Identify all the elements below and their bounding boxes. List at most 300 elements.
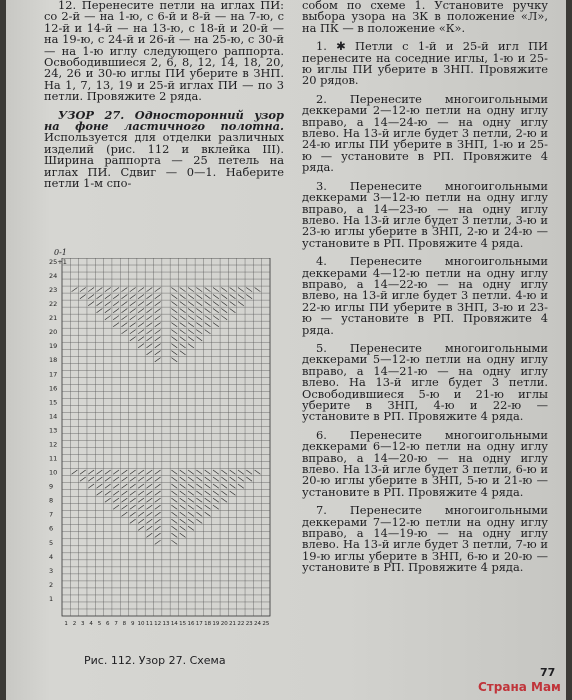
chart-transfer-mark bbox=[130, 316, 136, 320]
chart-transfer-mark bbox=[138, 505, 144, 509]
chart-transfer-mark bbox=[213, 477, 219, 481]
chart-transfer-mark bbox=[80, 287, 86, 291]
chart-transfer-mark bbox=[205, 323, 211, 327]
chart-transfer-mark bbox=[138, 309, 144, 313]
chart-transfer-mark bbox=[146, 505, 152, 509]
chart-transfer-mark bbox=[88, 287, 94, 291]
chart-row-label: 18 bbox=[49, 356, 58, 365]
chart-transfer-mark bbox=[196, 337, 202, 341]
chart-transfer-mark bbox=[188, 330, 194, 334]
chart-transfer-mark bbox=[155, 351, 161, 355]
chart-transfer-mark bbox=[196, 505, 202, 509]
chart-column-label: 13 bbox=[162, 621, 170, 627]
chart-transfer-mark bbox=[221, 484, 227, 488]
chart-column-label: 7 bbox=[114, 621, 118, 627]
chart-row-label: 12 bbox=[49, 440, 58, 449]
chart-transfer-mark bbox=[138, 316, 144, 320]
chart-transfer-mark bbox=[171, 484, 177, 488]
chart-transfer-mark bbox=[138, 484, 144, 488]
chart-transfer-mark bbox=[121, 484, 127, 488]
chart-transfer-mark bbox=[155, 477, 161, 481]
chart-column-label: 9 bbox=[130, 621, 135, 627]
chart-transfer-mark bbox=[138, 287, 144, 291]
chart-transfer-mark bbox=[155, 302, 161, 306]
chart-transfer-mark bbox=[130, 491, 136, 495]
chart-transfer-mark bbox=[121, 316, 127, 320]
chart-row-label: 6 bbox=[49, 524, 54, 533]
chart-transfer-mark bbox=[205, 505, 211, 509]
chart-transfer-mark bbox=[155, 309, 161, 313]
right-column bbox=[302, 0, 548, 574]
step-1: 1. ✱ Петли с 1-й и 25-й игл ПИ перенесите на соседние иглы, 1-ю и 25-ю иглы ПИ уберите в ЗНП. Провяжите 20 рядов. bbox=[302, 39, 548, 88]
chart-transfer-mark bbox=[97, 470, 103, 474]
chart-transfer-mark bbox=[138, 337, 144, 341]
chart-row-label: 3 bbox=[49, 566, 54, 575]
chart-row-label: 9 bbox=[49, 482, 54, 491]
chart-row-label: 1 bbox=[49, 594, 54, 603]
chart-transfer-mark bbox=[155, 358, 161, 362]
chart-transfer-mark bbox=[221, 491, 227, 495]
chart-row-label: 5 bbox=[49, 538, 54, 547]
chart-transfer-mark bbox=[121, 491, 127, 495]
chart-transfer-mark bbox=[146, 484, 152, 488]
chart-transfer-mark bbox=[138, 498, 144, 502]
chart-row-label: 23 bbox=[49, 286, 58, 295]
chart-transfer-mark bbox=[138, 323, 144, 327]
chart-transfer-mark bbox=[180, 533, 186, 537]
chart-column-label: 16 bbox=[187, 621, 195, 627]
chart-column-label: 11 bbox=[145, 621, 153, 627]
chart-transfer-mark bbox=[196, 519, 202, 523]
chart-transfer-mark bbox=[97, 287, 103, 291]
figure-scale-label: 0-1 bbox=[54, 248, 67, 257]
chart-border bbox=[62, 258, 270, 616]
chart-transfer-mark bbox=[130, 302, 136, 306]
chart-transfer-mark bbox=[230, 484, 236, 488]
chart-transfer-mark bbox=[113, 477, 119, 481]
chart-row-label: 14 bbox=[49, 412, 58, 421]
chart-transfer-mark bbox=[205, 498, 211, 502]
chart-transfer-mark bbox=[155, 470, 161, 474]
chart-transfer-mark bbox=[88, 302, 94, 306]
chart-transfer-mark bbox=[188, 309, 194, 313]
chart-transfer-mark bbox=[180, 323, 186, 327]
chart-transfer-mark bbox=[205, 302, 211, 306]
chart-transfer-mark bbox=[146, 470, 152, 474]
chart-transfer-mark bbox=[188, 477, 194, 481]
chart-transfer-mark bbox=[205, 316, 211, 320]
chart-transfer-mark bbox=[113, 323, 119, 327]
chart-transfer-mark bbox=[205, 295, 211, 299]
chart-transfer-mark bbox=[155, 540, 161, 544]
chart-transfer-mark bbox=[196, 477, 202, 481]
chart-transfer-mark bbox=[155, 498, 161, 502]
chart-column-label: 23 bbox=[245, 621, 253, 627]
chart-transfer-mark bbox=[155, 330, 161, 334]
chart-transfer-mark bbox=[180, 505, 186, 509]
chart-transfer-mark bbox=[121, 505, 127, 509]
chart-transfer-mark bbox=[180, 477, 186, 481]
chart-transfer-mark bbox=[80, 295, 86, 299]
chart-transfer-mark bbox=[113, 491, 119, 495]
chart-transfer-mark bbox=[171, 533, 177, 537]
chart-transfer-mark bbox=[205, 484, 211, 488]
chart-transfer-mark bbox=[155, 316, 161, 320]
chart-transfer-mark bbox=[180, 316, 186, 320]
chart-row-label: 10 bbox=[49, 468, 58, 477]
chart-transfer-mark bbox=[155, 344, 161, 348]
pattern-27-text: Используется для отделки различных изделий (рис. 112 и вклейка III). Ширина раппорта — 25 петель на иглах ПИ. Сдвиг — 0—1. Наберите петли 1-м спо- bbox=[44, 130, 284, 191]
chart-transfer-mark bbox=[146, 295, 152, 299]
chart-transfer-mark bbox=[213, 491, 219, 495]
chart-transfer-mark bbox=[130, 505, 136, 509]
chart-transfer-mark bbox=[246, 470, 252, 474]
chart-transfer-mark bbox=[238, 477, 244, 481]
chart-transfer-mark bbox=[146, 323, 152, 327]
chart-transfer-mark bbox=[138, 491, 144, 495]
chart-transfer-mark bbox=[171, 344, 177, 348]
figure-caption: Рис. 112. Узор 27. Схема bbox=[84, 654, 226, 667]
chart-transfer-mark bbox=[246, 287, 252, 291]
chart-row-label: 11 bbox=[49, 454, 58, 463]
chart-transfer-mark bbox=[180, 470, 186, 474]
chart-transfer-mark bbox=[196, 287, 202, 291]
chart-transfer-mark bbox=[121, 512, 127, 516]
chart-transfer-mark bbox=[130, 337, 136, 341]
chart-transfer-mark bbox=[213, 295, 219, 299]
chart-transfer-mark bbox=[146, 302, 152, 306]
chart-transfer-mark bbox=[230, 491, 236, 495]
chart-transfer-mark bbox=[238, 295, 244, 299]
chart-transfer-mark bbox=[196, 484, 202, 488]
chart-transfer-mark bbox=[88, 470, 94, 474]
chart-transfer-mark bbox=[72, 287, 78, 291]
chart-transfer-mark bbox=[105, 302, 111, 306]
chart-transfer-mark bbox=[146, 351, 152, 355]
chart-transfer-mark bbox=[188, 316, 194, 320]
chart-transfer-mark bbox=[180, 484, 186, 488]
chart-transfer-mark bbox=[121, 470, 127, 474]
chart-column-label: 15 bbox=[179, 621, 187, 627]
chart-transfer-mark bbox=[221, 309, 227, 313]
page-number: 77 bbox=[540, 666, 556, 679]
chart-transfer-mark bbox=[155, 484, 161, 488]
chart-transfer-mark bbox=[171, 337, 177, 341]
chart-transfer-mark bbox=[113, 505, 119, 509]
chart-column-label: 24 bbox=[254, 621, 262, 627]
chart-transfer-mark bbox=[138, 526, 144, 530]
chart-column-label: 12 bbox=[154, 621, 162, 627]
chart-column-label: 22 bbox=[237, 621, 245, 627]
chart-transfer-mark bbox=[230, 470, 236, 474]
chart-transfer-mark bbox=[146, 309, 152, 313]
chart-transfer-mark bbox=[196, 470, 202, 474]
chart-transfer-mark bbox=[188, 323, 194, 327]
chart-transfer-mark bbox=[138, 302, 144, 306]
chart-column-label: 4 bbox=[89, 621, 93, 627]
chart-transfer-mark bbox=[171, 491, 177, 495]
chart-transfer-mark bbox=[146, 498, 152, 502]
chart-transfer-mark bbox=[155, 337, 161, 341]
chart-transfer-mark bbox=[213, 302, 219, 306]
chart-transfer-mark bbox=[246, 295, 252, 299]
chart-transfer-mark bbox=[188, 519, 194, 523]
chart-transfer-mark bbox=[171, 519, 177, 523]
chart-transfer-mark bbox=[188, 526, 194, 530]
chart-transfer-mark bbox=[171, 512, 177, 516]
chart-transfer-mark bbox=[188, 287, 194, 291]
chart-transfer-mark bbox=[97, 309, 103, 313]
chart-transfer-mark bbox=[171, 309, 177, 313]
step-7: 7. Перенесите многоигольными деккерами 7—12-ю петли на одну иглу вправо, а 14—19-ю — на одну иглу влево. На 13-й игле будет 3 петли, 7-ю и 19-ю иглы уберите в ЗНП, 6-ю и 20-ю — установите в РП. Провяжите 4 ряда. bbox=[302, 503, 548, 575]
chart-transfer-mark bbox=[138, 295, 144, 299]
chart-transfer-mark bbox=[255, 470, 261, 474]
chart-transfer-mark bbox=[130, 470, 136, 474]
chart-transfer-mark bbox=[155, 295, 161, 299]
chart-transfer-mark bbox=[205, 330, 211, 334]
chart-row-label: 19 bbox=[49, 342, 58, 351]
chart-transfer-mark bbox=[230, 309, 236, 313]
chart-transfer-mark bbox=[146, 337, 152, 341]
left-column bbox=[44, 0, 284, 190]
chart-transfer-mark bbox=[130, 330, 136, 334]
chart-row-label: 13 bbox=[49, 426, 58, 435]
chart-transfer-mark bbox=[188, 295, 194, 299]
chart-transfer-mark bbox=[138, 477, 144, 481]
step-5: 5. Перенесите многоигольными деккерами 5—12-ю петли на одну иглу вправо, а 14—21-ю — на одну иглу влево. На 13-й игле будет 3 петли. Освободившиеся 5-ю и 21-ю иглы уберите в ЗНП, 4-ю и 22-ю — установите в РП. Провяжите 4 ряда. bbox=[302, 340, 548, 424]
chart-transfer-mark bbox=[230, 302, 236, 306]
paragraph-12: 12. Перенесите петли на иглах ПИ: со 2-й — на 1-ю, с 6-й и 8-й — на 7-ю, с 12-й и 14-й — на 13-ю, с 18-й и 20-й — на 19-ю, с 24-й и 26-й — на 25-ю, с 30-й — на 1-ю иглу следующего раппорта. Освободившиеся 2, 6, 8, 12, 14, 18, 20, 24, 26 и 30-ю иглы ПИ уберите в ЗНП. На 1, 7, 13, 19 и 25-й иглах ПИ — по 3 петли. Провяжите 2 ряда. bbox=[44, 0, 284, 104]
chart-transfer-mark bbox=[205, 491, 211, 495]
chart-transfer-mark bbox=[146, 316, 152, 320]
chart-transfer-mark bbox=[113, 309, 119, 313]
chart-transfer-mark bbox=[180, 330, 186, 334]
chart-transfer-mark bbox=[180, 519, 186, 523]
chart-transfer-mark bbox=[196, 309, 202, 313]
chart-transfer-mark bbox=[188, 302, 194, 306]
chart-transfer-mark bbox=[213, 323, 219, 327]
chart-transfer-mark bbox=[88, 295, 94, 299]
chart-transfer-mark bbox=[230, 477, 236, 481]
chart-transfer-mark bbox=[121, 323, 127, 327]
chart-transfer-mark bbox=[138, 512, 144, 516]
chart-transfer-mark bbox=[205, 477, 211, 481]
chart-transfer-mark bbox=[105, 287, 111, 291]
chart-transfer-mark bbox=[188, 512, 194, 516]
chart-row-label: 8 bbox=[49, 496, 54, 505]
chart-transfer-mark bbox=[97, 302, 103, 306]
chart-transfer-mark bbox=[121, 309, 127, 313]
chart-column-label: 14 bbox=[170, 621, 178, 627]
chart-transfer-mark bbox=[113, 287, 119, 291]
chart-transfer-mark bbox=[171, 505, 177, 509]
chart-transfer-mark bbox=[171, 470, 177, 474]
chart-transfer-mark bbox=[188, 498, 194, 502]
chart-transfer-mark bbox=[138, 519, 144, 523]
chart-transfer-mark bbox=[221, 477, 227, 481]
chart-column-label: 5 bbox=[97, 621, 102, 627]
chart-column-label: 25 bbox=[262, 621, 270, 627]
chart-transfer-mark bbox=[238, 302, 244, 306]
chart-transfer-mark bbox=[171, 302, 177, 306]
chart-transfer-mark bbox=[171, 287, 177, 291]
chart-transfer-mark bbox=[155, 287, 161, 291]
chart-row-label: 4 bbox=[49, 552, 54, 561]
chart-transfer-mark bbox=[105, 295, 111, 299]
chart-transfer-mark bbox=[113, 498, 119, 502]
chart-transfer-mark bbox=[97, 491, 103, 495]
chart-transfer-mark bbox=[138, 470, 144, 474]
step-3: 3. Перенесите многоигольными деккерами 3—12-ю петли на одну иглу вправо, а 14—23-ю — на одну иглу влево. На 13-й игле будет 3 петли, 3-ю и 23-ю иглы уберите в ЗНП, 2-ю и 24-ю — установите в РП. Провяжите 4 ряда. bbox=[302, 178, 548, 250]
chart-column-label: 6 bbox=[106, 621, 110, 627]
chart-transfer-mark bbox=[196, 316, 202, 320]
chart-transfer-mark bbox=[88, 477, 94, 481]
chart-transfer-mark bbox=[146, 526, 152, 530]
chart-transfer-mark bbox=[213, 498, 219, 502]
chart-transfer-mark bbox=[80, 470, 86, 474]
chart-transfer-mark bbox=[105, 470, 111, 474]
chart-transfer-mark bbox=[130, 477, 136, 481]
chart-transfer-mark bbox=[138, 330, 144, 334]
chart-transfer-mark bbox=[180, 491, 186, 495]
chart-transfer-mark bbox=[72, 470, 78, 474]
pattern-27-paragraph bbox=[44, 107, 284, 191]
chart-transfer-mark bbox=[146, 344, 152, 348]
chart-transfer-mark bbox=[180, 287, 186, 291]
chart-transfer-mark bbox=[221, 287, 227, 291]
chart-transfer-mark bbox=[80, 477, 86, 481]
chart-transfer-mark bbox=[205, 512, 211, 516]
chart-transfer-mark bbox=[121, 498, 127, 502]
chart-transfer-mark bbox=[180, 302, 186, 306]
chart-transfer-mark bbox=[171, 330, 177, 334]
chart-transfer-mark bbox=[171, 477, 177, 481]
chart-column-label: 10 bbox=[137, 621, 145, 627]
chart-transfer-mark bbox=[196, 491, 202, 495]
chart-transfer-mark bbox=[130, 323, 136, 327]
chart-transfer-mark bbox=[155, 323, 161, 327]
chart-transfer-mark bbox=[130, 309, 136, 313]
book-page bbox=[6, 0, 566, 700]
chart-transfer-mark bbox=[121, 295, 127, 299]
chart-transfer-mark bbox=[146, 287, 152, 291]
step-2: 2. Перенесите многоигольными деккерами 2—12-ю петли на одну иглу вправо, а 14—24-ю — на одну иглу влево. На 13-й игле будет 3 петли, 2-ю и 24-ю иглы ПИ уберите в ЗНП, 1-ю и 25-ю — установите в РП. Провяжите 4 ряда. bbox=[302, 91, 548, 175]
step-6: 6. Перенесите многоигольными деккерами 6—12-ю петли на одну иглу вправо, а 14—20-ю — на одну иглу влево. На 13-й игле будет 3 петли, 6-ю и 20-ю иглы уберите в ЗНП, 5-ю и 21-ю — установите в РП. Провяжите 4 ряда. bbox=[302, 427, 548, 499]
chart-row-label: 17 bbox=[49, 370, 58, 379]
chart-transfer-mark bbox=[130, 498, 136, 502]
chart-column-label: 3 bbox=[81, 621, 85, 627]
chart-transfer-mark bbox=[180, 337, 186, 341]
chart-transfer-mark bbox=[171, 295, 177, 299]
chart-transfer-mark bbox=[146, 519, 152, 523]
chart-row-label: 2 bbox=[49, 580, 54, 589]
chart-transfer-mark bbox=[188, 470, 194, 474]
chart-transfer-mark bbox=[180, 344, 186, 348]
chart-transfer-mark bbox=[196, 295, 202, 299]
chart-transfer-mark bbox=[171, 323, 177, 327]
chart-transfer-mark bbox=[213, 470, 219, 474]
chart-transfer-mark bbox=[188, 484, 194, 488]
chart-transfer-mark bbox=[146, 477, 152, 481]
chart-transfer-mark bbox=[221, 316, 227, 320]
chart-column-label: 19 bbox=[212, 621, 220, 627]
chart-row-label: 7 bbox=[49, 510, 54, 519]
chart-transfer-mark bbox=[146, 533, 152, 537]
chart-transfer-mark bbox=[130, 519, 136, 523]
chart-transfer-mark bbox=[97, 477, 103, 481]
chart-transfer-mark bbox=[213, 316, 219, 320]
chart-transfer-mark bbox=[205, 470, 211, 474]
chart-transfer-mark bbox=[130, 287, 136, 291]
chart-transfer-mark bbox=[171, 498, 177, 502]
pattern-27-title: УЗОР 27. Односторонний узор на фоне ластичного полотна. bbox=[44, 107, 284, 134]
chart-transfer-mark bbox=[196, 323, 202, 327]
chart-transfer-mark bbox=[105, 309, 111, 313]
chart-transfer-mark bbox=[188, 505, 194, 509]
chart-transfer-mark bbox=[213, 505, 219, 509]
chart-transfer-mark bbox=[105, 316, 111, 320]
chart-row-label: 16 bbox=[49, 384, 58, 393]
chart-transfer-mark bbox=[196, 330, 202, 334]
chart-transfer-mark bbox=[113, 316, 119, 320]
chart-row-label: 21 bbox=[49, 314, 58, 323]
chart-transfer-mark bbox=[213, 287, 219, 291]
chart-transfer-mark bbox=[130, 295, 136, 299]
chart-transfer-mark bbox=[121, 287, 127, 291]
chart-transfer-mark bbox=[213, 484, 219, 488]
chart-transfer-mark bbox=[230, 295, 236, 299]
chart-transfer-mark bbox=[155, 512, 161, 516]
chart-transfer-mark bbox=[196, 498, 202, 502]
chart-transfer-mark bbox=[171, 526, 177, 530]
chart-transfer-mark bbox=[180, 526, 186, 530]
chart-transfer-mark bbox=[113, 470, 119, 474]
chart-row-label: 25+1 bbox=[49, 258, 67, 266]
chart-transfer-mark bbox=[180, 295, 186, 299]
chart-transfer-mark bbox=[221, 295, 227, 299]
chart-transfer-mark bbox=[97, 295, 103, 299]
chart-column-label: 21 bbox=[229, 621, 237, 627]
chart-transfer-mark bbox=[146, 330, 152, 334]
chart-transfer-mark bbox=[130, 484, 136, 488]
chart-transfer-mark bbox=[171, 351, 177, 355]
chart-transfer-mark bbox=[180, 351, 186, 355]
chart-row-label: 15 bbox=[49, 398, 58, 407]
chart-transfer-mark bbox=[155, 526, 161, 530]
chart-transfer-mark bbox=[171, 540, 177, 544]
chart-transfer-mark bbox=[171, 358, 177, 362]
chart-column-label: 18 bbox=[204, 621, 212, 627]
chart-transfer-mark bbox=[105, 477, 111, 481]
step-4: 4. Перенесите многоигольными деккерами 4—12-ю петли на одну иглу вправо, а 14—22-ю — на одну иглу влево, на 13-й игле будет 3 петли. 4-ю и 22-ю иглы ПИ уберите в ЗНП, 3-ю и 23-ю — установите в РП. Провяжите 4 ряда. bbox=[302, 254, 548, 337]
chart-transfer-mark bbox=[105, 498, 111, 502]
chart-transfer-mark bbox=[180, 309, 186, 313]
chart-transfer-mark bbox=[121, 477, 127, 481]
chart-transfer-mark bbox=[213, 309, 219, 313]
chart-transfer-mark bbox=[180, 498, 186, 502]
chart-column-label: 1 bbox=[64, 621, 68, 627]
chart-transfer-mark bbox=[246, 477, 252, 481]
chart-transfer-mark bbox=[188, 344, 194, 348]
chart-transfer-mark bbox=[238, 484, 244, 488]
chart-transfer-mark bbox=[105, 484, 111, 488]
chart-transfer-mark bbox=[188, 491, 194, 495]
pattern-chart bbox=[48, 258, 272, 642]
chart-transfer-mark bbox=[221, 302, 227, 306]
chart-row-label: 22 bbox=[49, 300, 58, 309]
chart-transfer-mark bbox=[196, 512, 202, 516]
chart-transfer-mark bbox=[188, 337, 194, 341]
